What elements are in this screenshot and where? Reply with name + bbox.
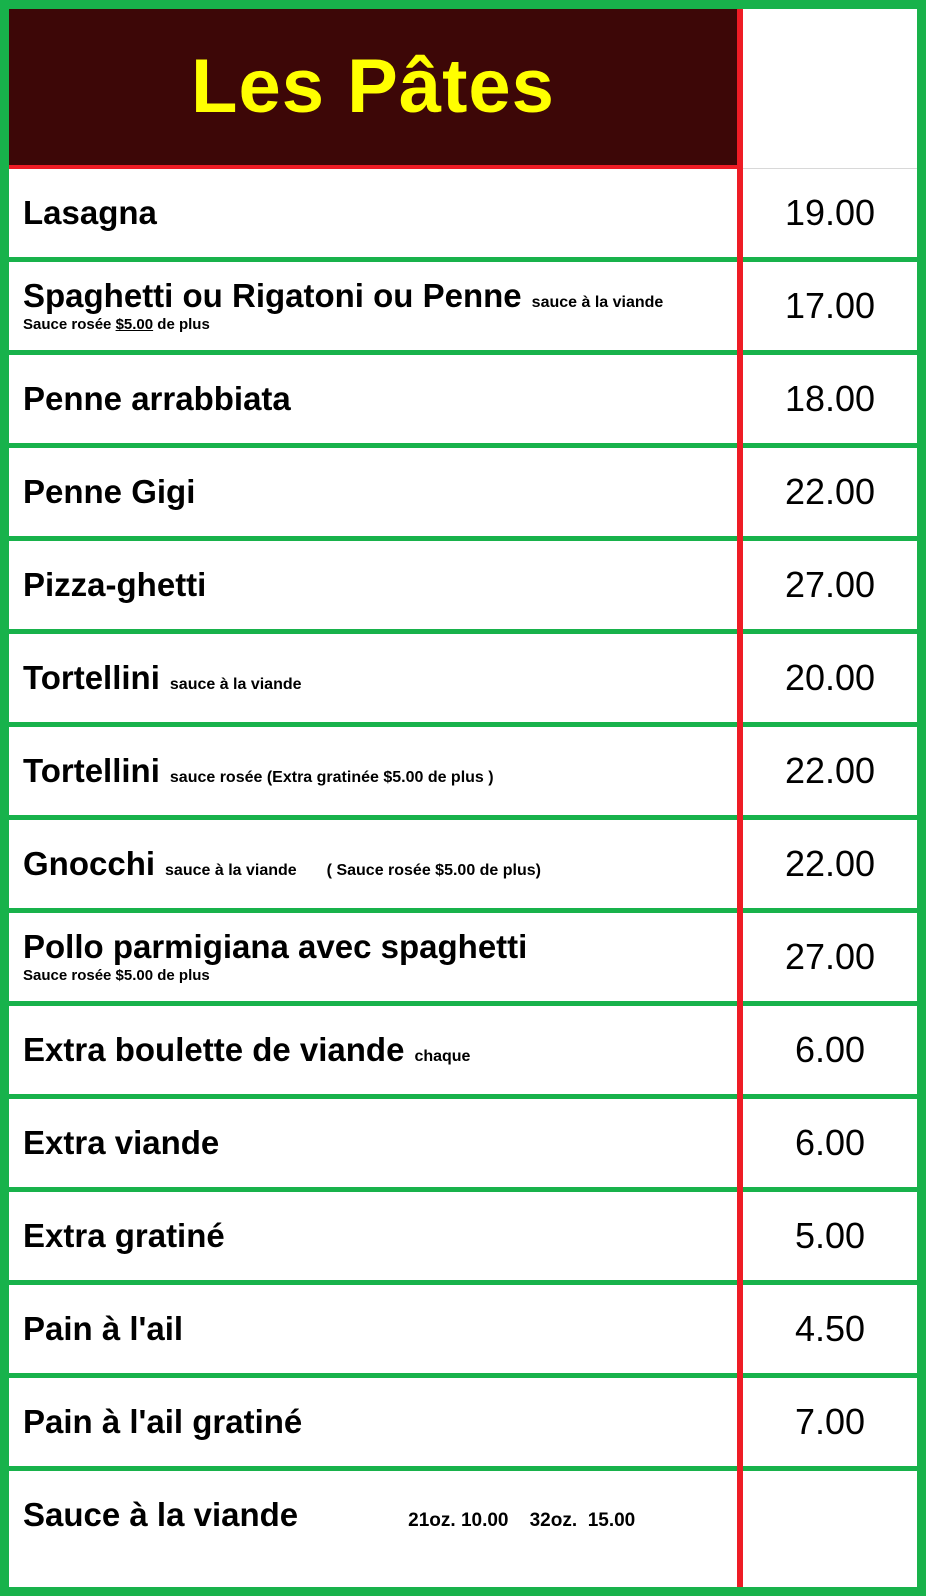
- menu-item-name-cell: [9, 355, 737, 443]
- menu-item-line: [23, 1404, 737, 1441]
- menu-row: [9, 1378, 917, 1471]
- menu-item-name: Sauce à la viande: [23, 1495, 299, 1533]
- menu-item-price-cell: [737, 1006, 917, 1094]
- menu-item-price-cell: [737, 1192, 917, 1280]
- menu-row: [9, 1471, 917, 1559]
- menu-item-name-cell: [9, 820, 737, 908]
- menu-item-name-cell: [9, 913, 737, 1001]
- menu-item-note: Sauce rosée $5.00 de plus: [23, 967, 210, 985]
- menu-item-line: [23, 929, 737, 966]
- menu-item-price-cell: [737, 1378, 917, 1466]
- menu-item-line: [23, 1032, 737, 1069]
- menu-item-name: Extra boulette de viande: [23, 1030, 405, 1068]
- menu-item-line: [23, 660, 737, 697]
- menu-inner: [9, 9, 917, 1587]
- menu-item-price: 17.00: [784, 285, 876, 326]
- menu-item-price-cell: [737, 1471, 917, 1559]
- menu-item-name: Penne Gigi: [23, 472, 196, 510]
- menu-row: [9, 169, 917, 262]
- menu-item-name: Pain à l'ail: [23, 1309, 184, 1347]
- menu-item-price-cell: [737, 355, 917, 443]
- menu-row: [9, 820, 917, 913]
- menu-item-price: 19.00: [784, 192, 876, 233]
- menu-item-name-cell: [9, 262, 737, 350]
- menu-item-price: 4.50: [794, 1308, 866, 1349]
- menu-item-line: [23, 474, 737, 511]
- menu-item-price-cell: [737, 913, 917, 1001]
- menu-item-description: sauce à la viande: [165, 861, 297, 879]
- menu-item-name: Pollo parmigiana avec spaghetti: [23, 927, 528, 965]
- menu-item-name: Spaghetti ou Rigatoni ou Penne: [23, 276, 522, 314]
- menu-item-line: [23, 195, 737, 232]
- menu-row: [9, 634, 917, 727]
- menu-item-line: [23, 381, 737, 418]
- menu-item-name: Tortellini: [23, 658, 160, 696]
- menu-item-price: 6.00: [794, 1029, 866, 1070]
- menu-item-line: [23, 1311, 737, 1348]
- note-price-underlined: $5.00: [115, 316, 154, 334]
- menu-row: [9, 1099, 917, 1192]
- note-prefix: Sauce rosée: [23, 316, 116, 334]
- menu-item-description: chaque: [414, 1047, 471, 1065]
- menu-row: [9, 1006, 917, 1099]
- menu-item-name-cell: [9, 448, 737, 536]
- menu-item-name: Pain à l'ail gratiné: [23, 1402, 303, 1440]
- menu-item-name-cell: [9, 1099, 737, 1187]
- menu-row: [9, 541, 917, 634]
- menu-row: [9, 1285, 917, 1378]
- menu-item-name: Pizza-ghetti: [23, 565, 207, 603]
- menu-row: [9, 727, 917, 820]
- menu-item-name-cell: [9, 1285, 737, 1373]
- menu-item-price: 7.00: [794, 1401, 866, 1442]
- menu-item-line: [23, 278, 737, 315]
- menu-item-description: sauce à la viande: [169, 675, 302, 693]
- menu-item-name-cell: [9, 1378, 737, 1466]
- menu-item-line: [23, 1218, 737, 1255]
- menu-item-price-cell: [737, 169, 917, 257]
- menu-row: [9, 448, 917, 541]
- menu-rows: [9, 169, 917, 1559]
- menu-item-name-cell: [9, 169, 737, 257]
- note-suffix: de plus: [153, 316, 210, 334]
- menu-item-name-cell: [9, 634, 737, 722]
- menu-title-bar: [9, 9, 737, 169]
- menu-item-price-cell: [737, 1099, 917, 1187]
- page-title: Les Pâtes: [191, 44, 555, 129]
- menu-item-sizes: 21oz. 10.00 32oz. 15.00: [408, 1509, 636, 1531]
- menu-item-price: 5.00: [794, 1215, 866, 1256]
- menu-item-price: 27.00: [784, 936, 876, 977]
- menu-item-line: [23, 846, 737, 883]
- menu-item-line: [23, 753, 737, 790]
- menu-item-price-cell: [737, 727, 917, 815]
- price-column-divider: [737, 9, 743, 1587]
- menu-item-line: [23, 1125, 737, 1162]
- menu-item-name: Penne arrabbiata: [23, 379, 291, 417]
- menu-item-price-cell: [737, 541, 917, 629]
- menu-item-name: Lasagna: [23, 193, 157, 231]
- menu-item-name-cell: [9, 541, 737, 629]
- menu-item-name-cell: [9, 1471, 737, 1559]
- menu-item-price-cell: [737, 262, 917, 350]
- title-filler: [743, 9, 917, 169]
- menu-item-name-cell: [9, 1006, 737, 1094]
- menu-item-description-secondary: ( Sauce rosée $5.00 de plus): [326, 861, 541, 879]
- menu-row: [9, 355, 917, 448]
- menu-item-price-cell: [737, 634, 917, 722]
- menu-item-line: [23, 567, 737, 604]
- menu-row: [9, 1192, 917, 1285]
- menu-item-line: [23, 1497, 737, 1534]
- menu-item-price-cell: [737, 820, 917, 908]
- menu-row: [9, 262, 917, 355]
- menu-item-description: sauce à la viande: [531, 293, 664, 311]
- menu-item-note: [23, 316, 737, 334]
- menu-item-name: Extra gratiné: [23, 1216, 225, 1254]
- menu-row: [9, 913, 917, 1006]
- menu-item-price: 18.00: [784, 378, 876, 419]
- menu-item-name-cell: [9, 727, 737, 815]
- menu-item-price: 6.00: [794, 1122, 866, 1163]
- menu-item-name: Extra viande: [23, 1123, 220, 1161]
- menu-item-price: 27.00: [784, 564, 876, 605]
- menu-item-price-cell: [737, 448, 917, 536]
- menu-item-price: 22.00: [784, 750, 876, 791]
- menu-item-price: 22.00: [784, 471, 876, 512]
- menu-item-description: sauce rosée (Extra gratinée $5.00 de plus ): [169, 768, 494, 786]
- menu-item-name: Tortellini: [23, 751, 160, 789]
- menu-item-price: 20.00: [784, 657, 876, 698]
- menu-item-name-cell: [9, 1192, 737, 1280]
- menu-item-name: Gnocchi: [23, 844, 156, 882]
- menu-item-price-cell: [737, 1285, 917, 1373]
- menu-item-price: 22.00: [784, 843, 876, 884]
